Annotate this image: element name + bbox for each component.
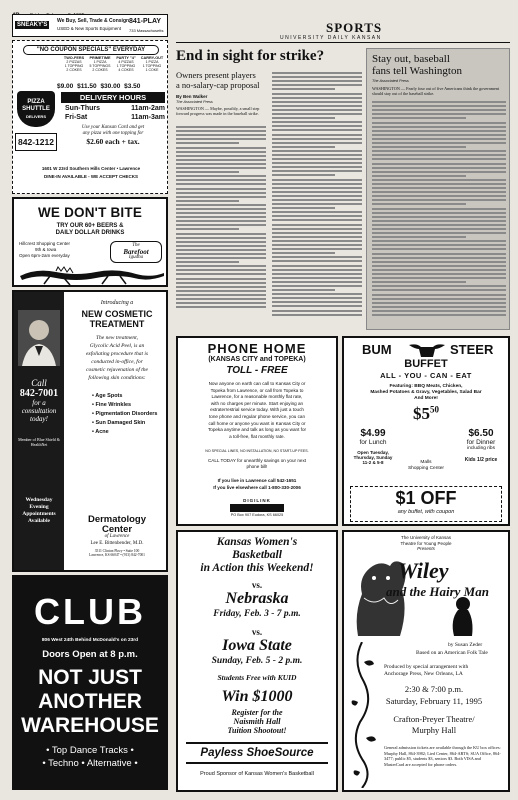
- classified-brand: SNEAKY'S: [17, 22, 48, 28]
- bum-dinner: [454, 428, 508, 463]
- bum-all: ALL - YOU - CAN - EAT: [380, 371, 472, 380]
- classified-line1: We Buy, Sell, Trade & Consign: [57, 18, 130, 24]
- price: $30.00: [100, 83, 121, 90]
- price-dollars: $5: [413, 404, 430, 423]
- derm-phone: 842-7001: [19, 388, 59, 399]
- bite-sub-line: TRY OUR 60+ BEERS &: [56, 223, 124, 229]
- coupon-off: $1 OFF: [395, 488, 457, 508]
- deal-line: 5 TOPPINGS: [89, 64, 111, 68]
- story-column-2: [272, 70, 362, 328]
- condition-item: • Pigmentation Disorders: [92, 411, 158, 417]
- tagline-line: NOT JUST: [38, 666, 142, 689]
- featuring-line: And More!: [414, 396, 438, 401]
- bum-name-1: BUM: [362, 342, 392, 357]
- derm-hours: [16, 497, 62, 525]
- brand-bar: [230, 504, 284, 512]
- derm-intro: Introducing a: [100, 300, 134, 306]
- pizza-dine-in: DINE-IN AVAILABLE - WE ACCEPT CHECKS: [44, 174, 138, 179]
- phone-sub: (KANSAS CITY and TOPEKA): [208, 356, 306, 363]
- story-credit: The Associated Press: [176, 100, 213, 104]
- hours-days: Sun-Thurs: [65, 105, 100, 112]
- body-line: Glycolic Acid Peel, is an: [89, 343, 145, 349]
- phone-body: [182, 381, 332, 440]
- pizza-promo: [59, 125, 167, 146]
- body-line: extraterrestrial service today. With just a touch: [210, 407, 304, 413]
- deck-line: Owners present players: [176, 70, 256, 80]
- side-headline-line: fans tell Washington: [372, 65, 462, 77]
- deal-line: 4 COKES: [118, 68, 134, 72]
- call-line: for a: [32, 399, 46, 407]
- bum-price-main: [404, 404, 448, 424]
- doctor-photo: [18, 310, 60, 366]
- deal-primetime: [87, 56, 113, 72]
- wiley-presenter: [344, 535, 508, 552]
- location-line: Shopping Center: [407, 466, 444, 471]
- register-line: Naismith Hall: [233, 717, 281, 726]
- deal-line: 1 COKE: [145, 68, 159, 72]
- featuring-line: Featuring: BBQ Meats, Chicken,: [389, 384, 463, 389]
- phone-home-ad: [176, 336, 338, 526]
- club-ad: [12, 575, 168, 790]
- bb-register: [178, 708, 336, 735]
- deal-line: 1 TOPPING: [142, 64, 162, 68]
- iguana-illustration: [16, 262, 166, 286]
- section-title: SPORTS: [326, 20, 383, 35]
- club-tagline: [14, 666, 166, 738]
- side-headline: [372, 53, 508, 77]
- body-line: Topeka anytime and talk as long as you want for: [207, 427, 307, 433]
- deck-line: a no-salary-cap proposal: [176, 80, 260, 90]
- produced-line: Anchorage Press, New Orleans, LA: [384, 671, 463, 677]
- promo-line: Use your Kansan Card and get: [81, 125, 145, 130]
- body-line: a toll-free, flat monthly rate.: [229, 433, 285, 439]
- body-line: conducted in-office, for: [91, 359, 143, 365]
- deal-line: 2 COKES: [66, 68, 82, 72]
- feature-line: • Top Dance Tracks •: [46, 745, 134, 756]
- wiley-produced: [384, 664, 508, 678]
- logo-line: Barefoot: [123, 248, 149, 256]
- barefoot-iguana-ad: [12, 197, 168, 287]
- dinner-note: including ribs: [467, 446, 495, 451]
- price: $9.00: [57, 83, 74, 90]
- register-line: Tuition Shootout!: [227, 726, 287, 735]
- pizza-phone: 842-1212: [15, 133, 57, 151]
- side-headline-line: Stay out, baseball: [372, 53, 450, 65]
- digilink-logo: [222, 498, 292, 524]
- body-line: tone phone and regular phone service, you can: [208, 413, 306, 419]
- price-cents: 50: [430, 404, 439, 415]
- brand-line: of Lawrence: [104, 534, 130, 539]
- body-line: call home or anyone you want in Kansas City or: [208, 420, 306, 426]
- register-line: Register for the: [231, 708, 283, 717]
- derm-brand: [68, 514, 166, 557]
- delivery-hours: [65, 104, 165, 122]
- side-credit: The Associated Press: [372, 79, 409, 83]
- wiley-venue: [360, 714, 508, 736]
- derm-doctor: Lee E. Bittenbender, M.D.: [90, 541, 144, 546]
- logo-line: SHUTTLE: [22, 106, 50, 112]
- deal-line: 2 PIZZAS: [66, 60, 82, 64]
- coupon-note: any buffet, with coupon: [397, 509, 455, 515]
- phone-numbers: [178, 478, 336, 491]
- pizza-shuttle-logo: [17, 91, 55, 127]
- section-rule: [176, 42, 510, 43]
- pizza-prices: [57, 83, 167, 90]
- bb-vs-1: vs.: [251, 580, 263, 590]
- bite-headline: WE DON'T BITE: [37, 205, 143, 220]
- main-story: [176, 48, 362, 330]
- lunch-note: Thursday, Sunday: [353, 455, 393, 460]
- brand-name: DIGILINK: [243, 498, 271, 503]
- call-line: today!: [30, 415, 48, 423]
- deal-line: 4 PIZZAS: [118, 60, 134, 64]
- presenter-line: The University of Kansas: [400, 535, 452, 540]
- side-lead: WASHINGTON — Fearly four out of five Americans think the government should stay out of the baseball strike.: [372, 86, 500, 97]
- deal-title: TWO-FERS: [63, 56, 85, 60]
- hours-time: 11am-3am: [131, 114, 165, 121]
- bum-location: [400, 460, 452, 472]
- logo-line: The: [132, 243, 140, 248]
- bite-sub: [14, 223, 166, 237]
- bb-proud: Proud Sponsor of Kansas Women's Basketball: [200, 771, 314, 777]
- tagline-line: ANOTHER: [38, 690, 142, 713]
- condition-item: • Fine Wrinkles: [92, 402, 132, 408]
- promo-price: $2.60 each + tax.: [86, 137, 140, 146]
- classified-phone: 841-PLAY: [129, 18, 162, 25]
- presenter-line: Presents: [417, 546, 435, 551]
- bb-win: Win $1000: [221, 688, 293, 705]
- deal-title: PARTY "4": [116, 56, 136, 60]
- brand-address: PO Box 907 Eudora, KS 66025: [230, 513, 284, 517]
- bb-date-1: Friday, Feb. 3 - 7 p.m.: [213, 609, 301, 619]
- wiley-based: Based on an American Folk Tale: [416, 650, 488, 656]
- produced-line: Produced by special arrangement with: [384, 664, 469, 670]
- basketball-ad: [176, 530, 338, 792]
- hours-line: Evening: [29, 504, 49, 510]
- member-line: Member of Blue Shield &: [18, 437, 60, 442]
- bb-team-1: Nebraska: [225, 590, 289, 607]
- derm-address: 3511 Clinton Pkwy • Suite 100: [94, 549, 140, 553]
- deal-title: PRIMETIME: [89, 56, 111, 60]
- bum-name-2: STEER: [450, 342, 494, 357]
- lunch-note: Open Tuesday,: [357, 450, 389, 455]
- bb-title-line: Basketball: [232, 549, 282, 561]
- phone-topeka: If you live elsewhere call 1-800-330-2006: [213, 484, 301, 490]
- section-flag: [176, 20, 510, 42]
- derm-title-line: NEW COSMETIC: [81, 309, 153, 319]
- doctor-photo-art: [18, 310, 60, 366]
- deal-line: 1 PIZZA: [93, 60, 107, 64]
- logo-line: PIZZA: [27, 99, 45, 105]
- brand-line: Dermatology: [87, 514, 147, 525]
- wiley-ticket-info: General admission tickets are available through the KU box offices: Murphy Hall, 864-3982; Lied Center, 864-ARTS; SUA Office, 864-3477; public $5, students $3, seniors $3. Both VISA and MasterCard are accepted for phone orders.: [384, 745, 501, 767]
- hours-line: Available: [28, 518, 50, 524]
- barefoot-iguana-logo: [110, 241, 162, 263]
- dinner-label: for Dinner: [466, 439, 496, 446]
- venue-line: Crafton-Preyer Theatre/: [393, 714, 475, 724]
- derm-title: [68, 309, 166, 329]
- bum-lunch: [348, 428, 398, 465]
- condition-item: • Age Spots: [92, 393, 123, 399]
- story-byline: By Ben Walker: [176, 94, 208, 99]
- price: $11.50: [77, 83, 97, 90]
- classified-line2: USED & New Sports Equipment: [57, 26, 122, 31]
- venue-line: Murphy Hall: [411, 725, 457, 735]
- condition-item: • Acne: [92, 429, 109, 435]
- derm-condition-list: [92, 392, 166, 437]
- deal-carryout: [139, 56, 165, 72]
- bite-loc-line: 9th & Iowa: [35, 247, 57, 252]
- bum-featuring: [344, 384, 508, 402]
- presenter-line: Theatre for Young People: [400, 540, 452, 546]
- lunch-note: 11-2 & 5-8: [362, 460, 384, 465]
- derm-call-block: [16, 378, 62, 423]
- location-line: Malls: [420, 460, 432, 465]
- bb-team-2: Iowa State: [222, 637, 292, 654]
- call-line: phone bill!: [246, 464, 268, 469]
- club-address: 806 West 24th Behind McDonald's on 23rd: [41, 638, 139, 643]
- logo-text: [17, 99, 55, 120]
- body-line: exfoliating procedure that is: [85, 351, 149, 357]
- kids-note: Kids 1/2 price: [464, 457, 498, 463]
- pizza-banner: "NO COUPON SPECIALS" EVERYDAY: [23, 45, 159, 55]
- side-column: [372, 99, 506, 327]
- deal-title: CARRY-OUT: [140, 56, 164, 60]
- dermatology-ad: [12, 290, 168, 572]
- story-lead: WASHINGTON — Maybe, possibly, a small step forward progress was made in the baseball strike.: [176, 106, 260, 117]
- deal-twofers: [61, 56, 87, 72]
- wiley-times: 2:30 & 7:00 p.m.: [404, 684, 464, 694]
- deal-line: 1 TOPPING: [64, 64, 84, 68]
- body-line: following skin conditions:: [88, 375, 146, 381]
- phone-fine: NO SPECIAL LINES, NO INSTALLATION, NO START-UP FEES.: [205, 449, 309, 453]
- pizza-shuttle-ad: [12, 40, 168, 194]
- club-doors: Doors Open at 8 p.m.: [42, 649, 138, 660]
- bum-buffet: BUFFET: [404, 358, 448, 370]
- body-line: cosmetic rejuvenation of the: [86, 367, 148, 373]
- tagline-line: WAREHOUSE: [21, 714, 159, 737]
- wiley-ad: [342, 530, 510, 792]
- steer-head-icon: [407, 341, 447, 359]
- derm-address: Lawrence, KS 66047 • (913) 842-7001: [89, 553, 145, 557]
- phone-call: [178, 458, 336, 470]
- lunch-price: $4.99: [360, 428, 386, 439]
- body-line: with no charges per minute. Start enjoying an: [210, 400, 304, 406]
- body-line: Lawrence, for a reasonable monthly flat rate,: [211, 394, 303, 400]
- vine-decoration: [348, 642, 378, 788]
- club-name: CLUB: [34, 591, 146, 632]
- bb-title: [178, 536, 336, 575]
- phone-title: PHONE HOME: [207, 341, 307, 356]
- deal-line: 1 PIZZA: [145, 60, 159, 64]
- bb-title-line: in Action this Weekend!: [200, 562, 314, 574]
- bite-location: [19, 241, 99, 259]
- logo-line: DELIVERS: [25, 114, 46, 119]
- bb-free: Students Free with KUID: [217, 673, 297, 682]
- brand-line: Center: [101, 524, 133, 535]
- hours-line: Wednesday: [25, 497, 53, 503]
- price: $3.50: [124, 83, 141, 90]
- lunch-label: for Lunch: [359, 439, 387, 446]
- pizza-address: 1601 W 23rd Southern Hills Center • Lawrence: [41, 166, 141, 171]
- body-line: Now anyone on earth can call to Kansas City or: [208, 381, 306, 386]
- club-features: [14, 744, 166, 770]
- deal-line: 1 TOPPING: [116, 64, 136, 68]
- member-line: HealthNet: [30, 442, 48, 447]
- deal-party: [113, 56, 139, 72]
- promo-line: any pizza with one topping for: [82, 131, 144, 136]
- hours-line: Appointments: [22, 511, 56, 517]
- featuring-line: Mashed Potatoes & Gravy, Vegetables, Salad Bar: [370, 390, 482, 395]
- bite-sub-line: DAILY DOLLAR DRINKS: [55, 230, 125, 236]
- body-line: The new treatment,: [95, 335, 139, 341]
- hours-days: Fri-Sat: [65, 114, 88, 121]
- wiley-author: by Susan Zeder: [448, 642, 483, 648]
- side-story: [366, 48, 510, 330]
- section-subtitle: UNIVERSITY DAILY KANSAN: [280, 35, 382, 41]
- bb-title-line: Kansas Women's: [216, 536, 298, 548]
- derm-body: [68, 334, 166, 382]
- phone-toll: TOLL - FREE: [226, 365, 288, 376]
- derm-member: [16, 437, 62, 447]
- wiley-title-1: Wiley: [398, 558, 449, 583]
- payless-logo: Payless ShoeSource: [186, 742, 328, 764]
- wiley-title-2: and the Hairy Man: [386, 584, 489, 599]
- story-column-1: [176, 124, 266, 328]
- derm-title-line: TREATMENT: [89, 319, 145, 329]
- bum-coupon: [350, 486, 502, 522]
- call-line: CALL TODAY for unearthly savings on your next: [207, 458, 307, 463]
- logo-line: Iguana: [128, 255, 144, 260]
- delivery-hours-title: DELIVERY HOURS: [61, 92, 165, 103]
- body-line: Topeka from Lawrence, or call from Topeka to: [210, 387, 304, 393]
- classified-box: [12, 14, 168, 37]
- story-deck: [176, 70, 276, 90]
- call-line: consultation: [21, 407, 57, 415]
- condition-item: • Sun Damaged Skin: [92, 420, 146, 426]
- bb-date-2: Sunday, Feb. 5 - 2 p.m.: [211, 656, 303, 666]
- story-headline: End in sight for strike?: [176, 48, 325, 64]
- hours-time: 11am-2am: [131, 105, 165, 112]
- bite-loc-line: Hillcrest Shopping Center: [19, 241, 71, 246]
- wiley-date: Saturday, February 11, 1995: [385, 696, 483, 706]
- bb-vs-2: vs.: [251, 627, 263, 637]
- feature-line: • Techno • Alternative •: [42, 758, 138, 769]
- bum-steer-ad: [342, 336, 510, 526]
- classified-addr: 733 Massachusetts: [129, 28, 164, 33]
- bite-hours: Open 6pm-2am everyday: [19, 253, 70, 258]
- call-word: Call: [31, 378, 47, 388]
- dinner-price: $6.50: [468, 428, 494, 439]
- deal-line: 2 COKES: [92, 68, 108, 72]
- phone-lawrence: If you live in Lawrence call 542-1651: [217, 478, 297, 483]
